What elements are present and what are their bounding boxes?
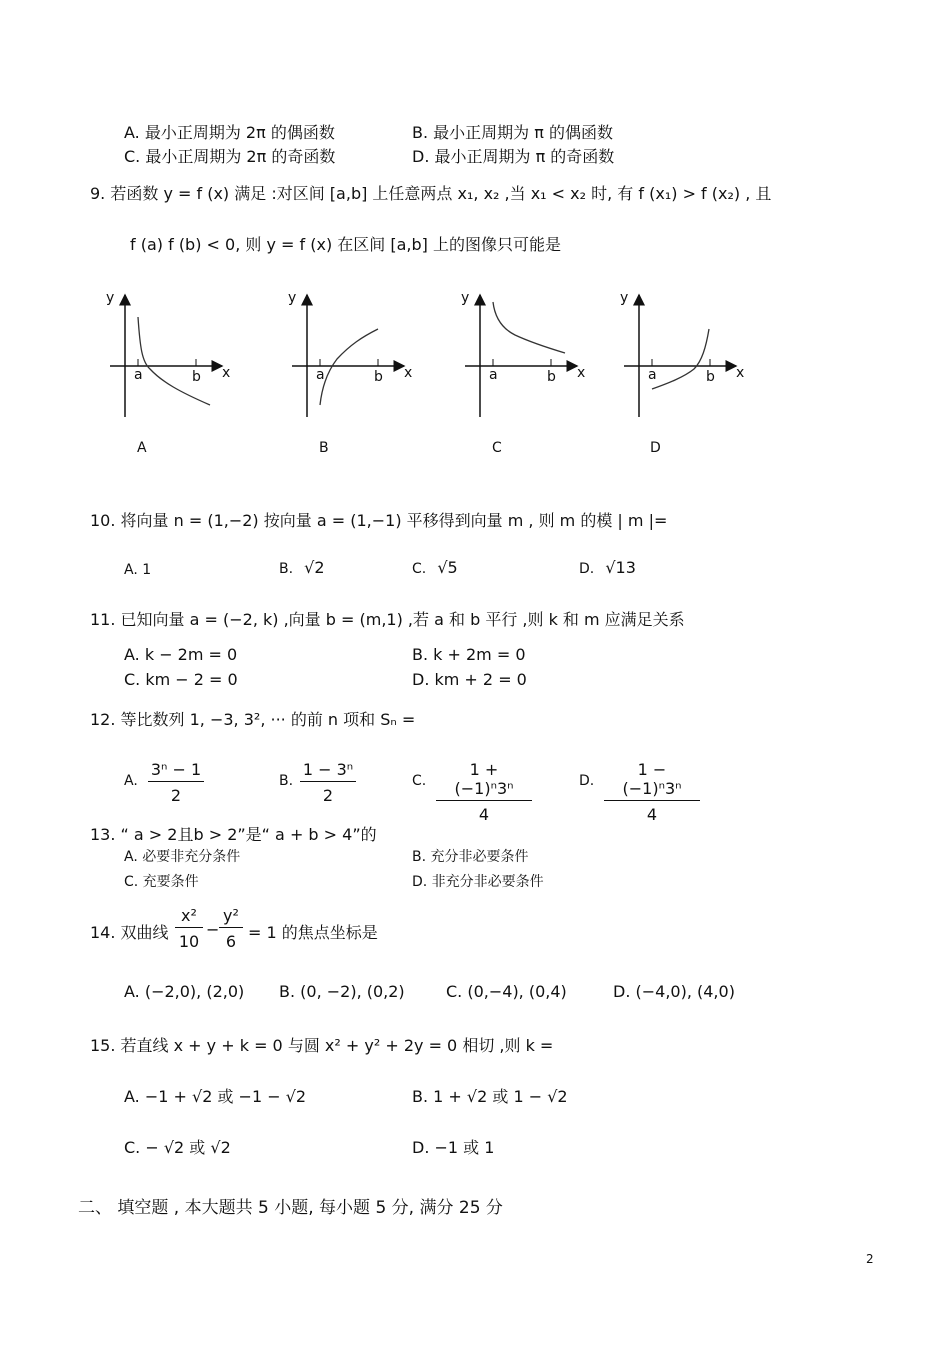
q10-option-d-value: √13 — [605, 558, 636, 577]
q9-stem-line1: 9. 若函数 y = f (x) 满足 :对区间 [a,b] 上任意两点 x₁, x₂ ,当 x₁ < x₂ 时, 有 f (x₁) > f (x₂) , 且 — [90, 184, 772, 203]
q13-option-a: A. 必要非充分条件 — [124, 849, 241, 865]
graph-b-x-label: x — [404, 365, 413, 381]
q11-option-a: A. k − 2m = 0 — [124, 645, 238, 664]
graph-c-caption: C — [492, 440, 502, 456]
section-2-heading: 二、 填空题 , 本大题共 5 小题, 每小题 5 分, 满分 25 分 — [78, 1198, 503, 1218]
q9-stem-line2: f (a) f (b) < 0, 则 y = f (x) 在区间 [a,b] 上的图像只可能是 — [130, 235, 561, 254]
q14-fraction-y-denominator: 6 — [225, 932, 237, 951]
q10-option-b-label: B. — [279, 561, 294, 577]
q14-fraction-x-numerator: x² — [175, 906, 203, 928]
graph-a-b-label: b — [192, 369, 201, 385]
q12-option-b-denominator: 2 — [322, 786, 334, 805]
graph-c-x-label: x — [577, 365, 586, 381]
graph-a-a-label: a — [134, 367, 143, 383]
graph-b-caption: B — [319, 440, 329, 456]
q13-stem: 13. “ a > 2且b > 2”是“ a + b > 4”的 — [90, 825, 377, 844]
graph-c-svg — [455, 287, 595, 422]
q12-option-b-label: B. — [279, 773, 294, 789]
q12-option-a-numerator: 3ⁿ − 1 — [148, 760, 204, 782]
q8-option-b: B. 最小正周期为 π 的偶函数 — [412, 123, 613, 142]
q12-option-c-label: C. — [412, 773, 427, 789]
q9-graph-a — [100, 287, 240, 422]
q14-fraction-y-numerator: y² — [219, 906, 243, 928]
q10-option-b — [279, 558, 325, 577]
q13-option-b: B. 充分非必要条件 — [412, 849, 529, 865]
graph-c-b-label: b — [547, 369, 556, 385]
q12-option-c-numerator: 1 + (−1)ⁿ3ⁿ — [436, 760, 532, 801]
q12-option-d-denominator: 4 — [646, 805, 658, 824]
q14-fraction-x — [175, 906, 203, 951]
q10-option-c — [412, 558, 458, 577]
q13-option-c: C. 充要条件 — [124, 874, 199, 890]
q9-graph-d — [614, 287, 754, 422]
q15-option-d: D. −1 或 1 — [412, 1138, 495, 1157]
graph-b-svg — [282, 287, 422, 422]
q8-option-a: A. 最小正周期为 2π 的偶函数 — [124, 123, 335, 142]
q14-option-c: C. (0,−4), (0,4) — [446, 982, 567, 1001]
q14-suffix: = 1 的焦点坐标是 — [248, 923, 378, 942]
q12-option-a-fraction — [148, 760, 204, 805]
graph-b-a-label: a — [316, 367, 325, 383]
q15-option-c: C. − √2 或 √2 — [124, 1138, 231, 1157]
q10-option-c-label: C. — [412, 561, 427, 577]
q14-fraction-y — [219, 906, 243, 951]
graph-a-x-label: x — [222, 365, 231, 381]
q14-fraction-x-denominator: 10 — [178, 932, 200, 951]
q15-stem: 15. 若直线 x + y + k = 0 与圆 x² + y² + 2y = 0 相切 ,则 k = — [90, 1036, 554, 1055]
q10-stem: 10. 将向量 n = (1,−2) 按向量 a = (1,−1) 平移得到向量 m , 则 m 的模 | m |= — [90, 511, 668, 530]
q15-option-a: A. −1 + √2 或 −1 − √2 — [124, 1087, 307, 1106]
q12-option-b-numerator: 1 − 3ⁿ — [300, 760, 356, 782]
graph-d-caption: D — [650, 440, 661, 456]
graph-d-y-label: y — [620, 290, 629, 306]
q9-graph-b — [282, 287, 422, 422]
q13-option-d: D. 非充分非必要条件 — [412, 874, 544, 890]
q10-option-b-value: √2 — [304, 558, 325, 577]
q11-stem: 11. 已知向量 a = (−2, k) ,向量 b = (m,1) ,若 a 和 b 平行 ,则 k 和 m 应满足关系 — [90, 610, 685, 629]
graph-d-b-label: b — [706, 369, 715, 385]
graph-a-caption: A — [137, 440, 147, 456]
q14-option-b: B. (0, −2), (0,2) — [279, 982, 405, 1001]
graph-d-a-label: a — [648, 367, 657, 383]
q12-option-c-fraction — [436, 760, 532, 824]
q14-option-a: A. (−2,0), (2,0) — [124, 982, 245, 1001]
graph-b-y-label: y — [288, 290, 297, 306]
q12-option-d-fraction — [604, 760, 700, 824]
q10-option-a: A. 1 — [124, 562, 152, 578]
graph-d-svg — [614, 287, 754, 422]
graph-c-a-label: a — [489, 367, 498, 383]
q12-option-a-denominator: 2 — [170, 786, 182, 805]
page-number: 2 — [866, 1252, 874, 1266]
graph-a-svg — [100, 287, 240, 422]
q8-option-c: C. 最小正周期为 2π 的奇函数 — [124, 147, 336, 166]
q12-stem: 12. 等比数列 1, −3, 3², ··· 的前 n 项和 Sₙ = — [90, 710, 416, 729]
q10-option-c-value: √5 — [437, 558, 458, 577]
graph-a-y-label: y — [106, 290, 115, 306]
q10-option-d — [579, 558, 636, 577]
q12-option-a-label: A. — [124, 773, 138, 789]
q11-option-d: D. km + 2 = 0 — [412, 670, 527, 689]
q12-option-c-denominator: 4 — [478, 805, 490, 824]
q12-option-d-numerator: 1 − (−1)ⁿ3ⁿ — [604, 760, 700, 801]
q12-option-d-label: D. — [579, 773, 595, 789]
q12-option-b-fraction — [300, 760, 356, 805]
graph-b-b-label: b — [374, 369, 383, 385]
q11-option-c: C. km − 2 = 0 — [124, 670, 238, 689]
q15-option-b: B. 1 + √2 或 1 − √2 — [412, 1087, 568, 1106]
q10-option-d-label: D. — [579, 561, 595, 577]
q11-option-b: B. k + 2m = 0 — [412, 645, 526, 664]
q14-minus: − — [206, 920, 220, 939]
q14-prefix: 14. 双曲线 — [90, 923, 169, 942]
graph-c-y-label: y — [461, 290, 470, 306]
q8-option-d: D. 最小正周期为 π 的奇函数 — [412, 147, 615, 166]
q9-graph-c — [455, 287, 595, 422]
q14-option-d: D. (−4,0), (4,0) — [613, 982, 735, 1001]
graph-d-x-label: x — [736, 365, 745, 381]
